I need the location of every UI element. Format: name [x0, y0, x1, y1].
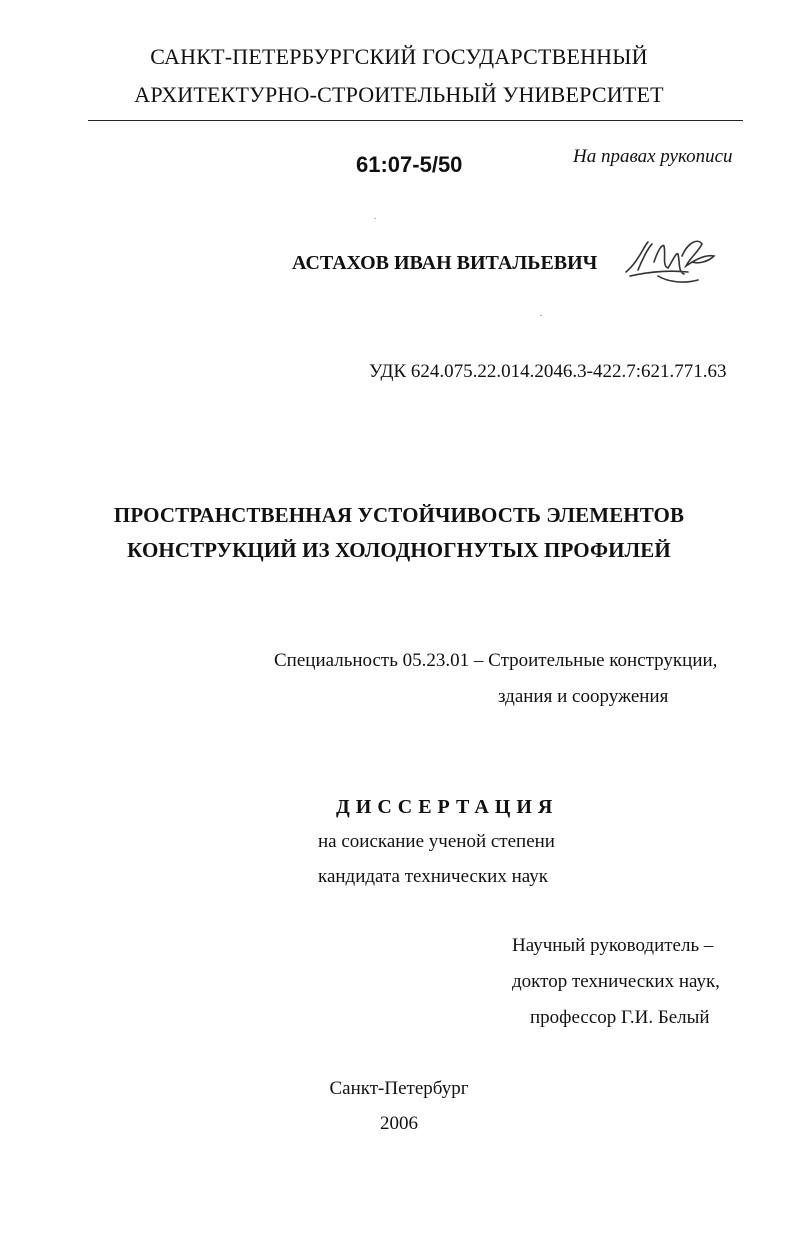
specialty-line2: здания и сооружения — [498, 686, 669, 707]
manuscript-rights-note: На правах рукописи — [573, 146, 733, 167]
specialty-line1: Специальность 05.23.01 – Строительные конструкции, — [274, 650, 718, 671]
signature-icon — [618, 232, 722, 288]
year: 2006 — [380, 1113, 418, 1134]
university-name-line1: САНКТ-ПЕТЕРБУРГСКИЙ ГОСУДАРСТВЕННЫЙ — [150, 44, 648, 69]
catalog-code: 61:07-5/50 — [356, 152, 463, 177]
author-name: АСТАХОВ ИВАН ВИТАЛЬЕВИЧ — [292, 252, 598, 274]
supervisor-line3: профессор Г.И. Белый — [530, 1007, 710, 1028]
thesis-title-line2: КОНСТРУКЦИЙ ИЗ ХОЛОДНОГНУТЫХ ПРОФИЛЕЙ — [127, 538, 671, 562]
degree-line1: на соискание ученой степени — [318, 831, 555, 852]
city: Санкт-Петербург — [329, 1078, 469, 1099]
supervisor-line1: Научный руководитель – — [512, 935, 714, 956]
thesis-title-line1: ПРОСТРАНСТВЕННАЯ УСТОЙЧИВОСТЬ ЭЛЕМЕНТОВ — [113, 503, 685, 527]
dissertation-label: ДИССЕРТАЦИЯ — [336, 796, 559, 818]
udk-code: УДК 624.075.22.014.2046.3-422.7:621.771.63 — [369, 361, 727, 382]
supervisor-line2: доктор технических наук, — [512, 971, 720, 992]
degree-line2: кандидата технических наук — [318, 866, 548, 887]
scan-speck — [540, 315, 542, 316]
header-divider — [88, 120, 743, 121]
scan-speck — [374, 218, 376, 219]
university-name-line2: АРХИТЕКТУРНО-СТРОИТЕЛЬНЫЙ УНИВЕРСИТЕТ — [134, 82, 664, 107]
